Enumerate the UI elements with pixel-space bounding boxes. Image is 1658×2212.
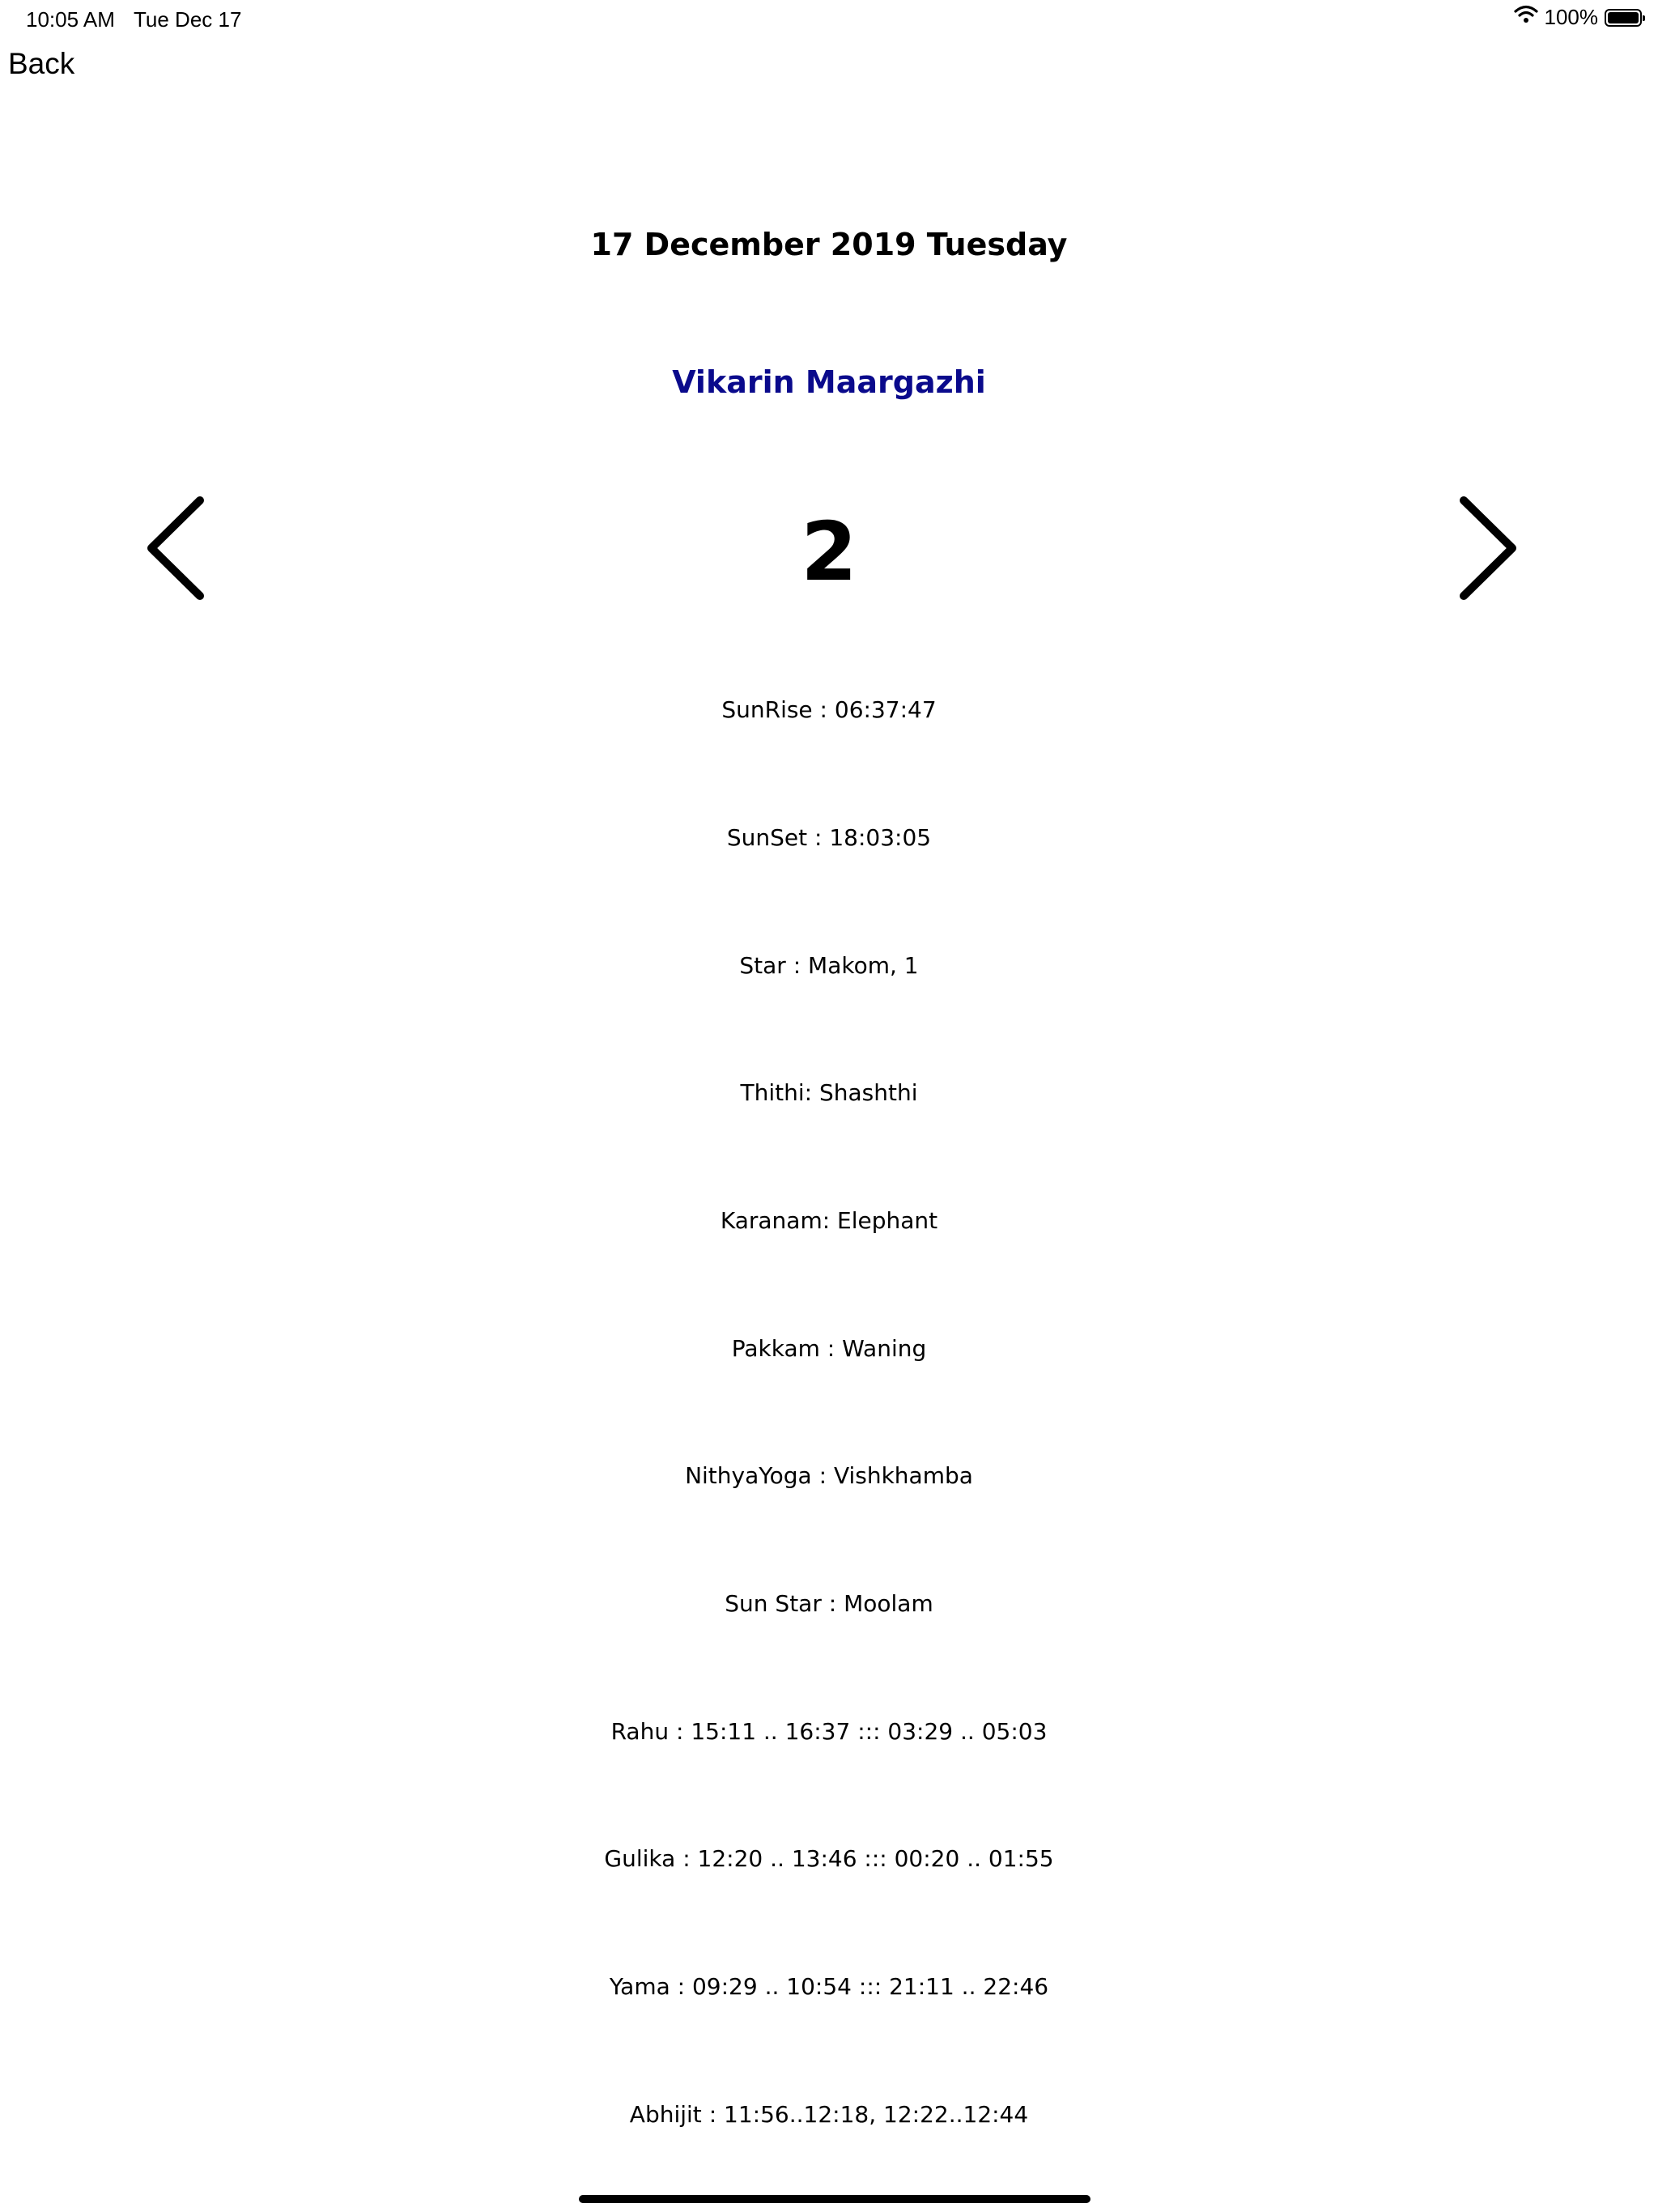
sunrise-row: SunRise : 06:37:47 <box>721 696 937 723</box>
month-title: Vikarin Maargazhi <box>672 364 986 400</box>
status-bar <box>0 0 1658 39</box>
nithyayoga-row: NithyaYoga : Vishkhamba <box>685 1462 973 1489</box>
wifi-icon <box>1514 5 1538 30</box>
gulika-row: Gulika : 12:20 .. 13:46 ::: 00:20 .. 01:55 <box>604 1845 1054 1872</box>
thithi-row: Thithi: Shashthi <box>740 1079 918 1106</box>
battery-percent: 100% <box>1544 5 1598 29</box>
status-right <box>1514 5 1643 30</box>
karanam-row: Karanam: Elephant <box>720 1207 938 1234</box>
pakkam-row: Pakkam : Waning <box>731 1335 927 1362</box>
next-day-button[interactable] <box>1449 496 1522 601</box>
back-button[interactable]: Back <box>8 47 75 80</box>
abhijit-row: Abhijit : 11:56..12:18, 12:22..12:44 <box>629 2101 1029 2128</box>
sunset-row: SunSet : 18:03:05 <box>726 824 932 851</box>
sun-star-row: Sun Star : Moolam <box>725 1590 933 1617</box>
page-title: 17 December 2019 Tuesday <box>590 227 1068 262</box>
battery-nub <box>1643 15 1645 21</box>
rahu-row: Rahu : 15:11 .. 16:37 ::: 03:29 .. 05:03 <box>610 1718 1048 1745</box>
chevron-right-icon <box>1449 496 1522 601</box>
yama-row: Yama : 09:29 .. 10:54 ::: 21:11 .. 22:46 <box>609 1973 1049 2000</box>
battery-fill <box>1608 12 1639 23</box>
battery-icon <box>1605 9 1642 27</box>
home-indicator[interactable] <box>579 2195 1090 2203</box>
star-row: Star : Makom, 1 <box>739 952 919 979</box>
status-date: Tue Dec 17 <box>134 7 242 32</box>
day-number: 2 <box>801 504 857 599</box>
status-time: 10:05 AM <box>26 7 115 32</box>
